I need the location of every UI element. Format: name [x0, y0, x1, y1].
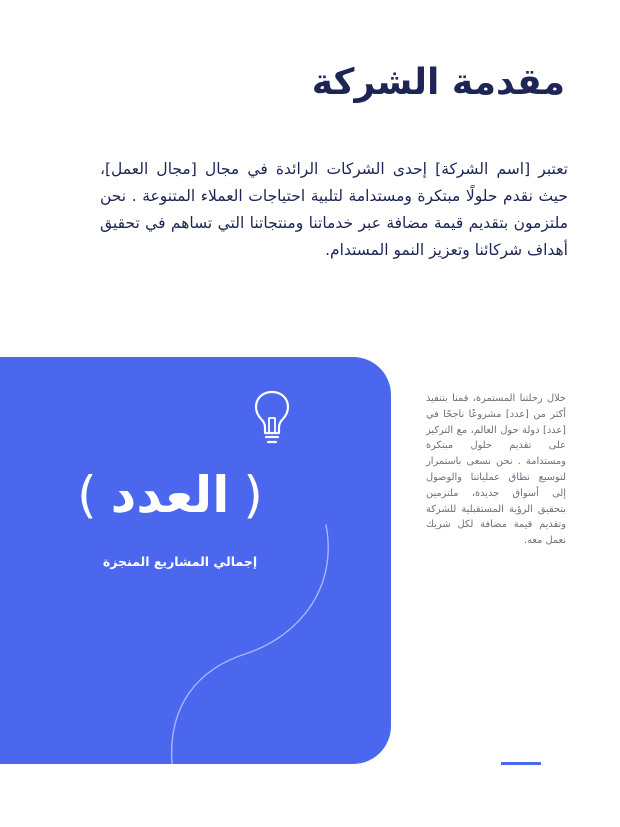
- page-title: مقدمة الشركة: [311, 62, 565, 103]
- lightbulb-icon: [252, 388, 292, 448]
- stat-value: [60, 466, 280, 524]
- side-paragraph: خلال رحلتنا المستمرة، قمنا بتنفيذ أكثر من [عدد] مشروعًا ناجحًا في [عدد] دولة حول العالم، مع التركيز على تقديم حلول مبتكرة ومستدامة . نحن نسعى باستمرار لتوسيع نطاق عملياتنا والوصول إلى أسواق جديدة، ملتزمين بتحقيق الرؤية المستقبلية للشركة وتقديم قيمة مضافة لكل شريك نعمل معه.: [426, 393, 566, 547]
- stat-open-bracket: (: [243, 466, 263, 524]
- intro-paragraph: تعتبر [اسم الشركة] إحدى الشركات الرائدة في مجال [مجال العمل]، حيث نقدم حلولًا مبتكرة ومستدامة لتلبية احتياجات العملاء المتنوعة . نحن ملتزمون بتقديم قيمة مضافة عبر خدماتنا ومنتجاتنا التي تساهم في تحقيق أهداف شركائنا وتعزيز النمو المستدام.: [100, 160, 568, 259]
- accent-line: [501, 762, 541, 765]
- stat-number: العدد: [110, 466, 230, 524]
- stat-label: إجمالي المشاريع المنجزة: [102, 554, 258, 569]
- stat-close-bracket: ): [77, 466, 97, 524]
